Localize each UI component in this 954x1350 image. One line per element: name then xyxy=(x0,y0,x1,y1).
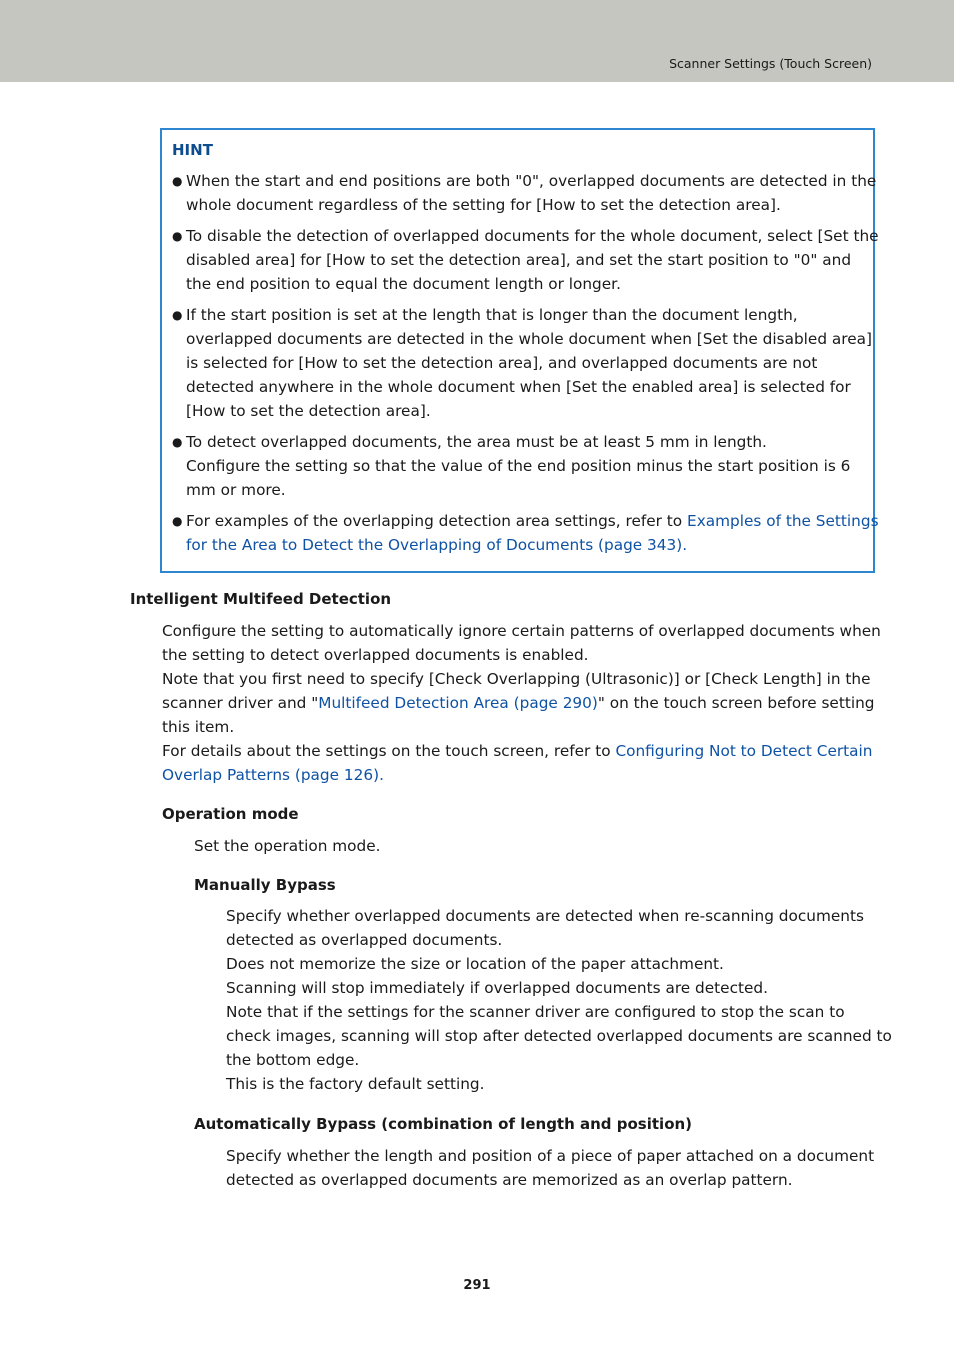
body-line: This is the factory default setting. xyxy=(226,1075,485,1093)
auto-bypass-body xyxy=(226,1144,874,1192)
hint-line: When the start and end positions are both "0", overlapped documents are detected in the xyxy=(186,172,877,190)
manually-bypass-body xyxy=(226,904,892,1096)
bullet-icon: ● xyxy=(172,435,183,449)
body-line: Note that if the settings for the scanner driver are configured to stop the scan to xyxy=(226,1003,845,1021)
hint-line: To disable the detection of overlapped documents for the whole document, select [Set the xyxy=(186,227,879,245)
hint-text: For examples of the overlapping detection area settings, refer to xyxy=(186,512,688,530)
link-examples-settings-cont[interactable]: for the Area to Detect the Overlapping of Documents (page 343) xyxy=(186,536,683,554)
body-line: Note that you first need to specify [Check Overlapping (Ultrasonic)] or [Check Length] in the xyxy=(162,670,871,688)
auto-bypass-title: Automatically Bypass (combination of length and position) xyxy=(194,1115,693,1133)
hint-line: mm or more. xyxy=(186,481,286,499)
bullet-icon: ● xyxy=(172,308,183,322)
hint-line: overlapped documents are detected in the whole document when [Set the disabled area] xyxy=(186,330,872,348)
link-examples-settings[interactable]: Examples of the Settings xyxy=(687,512,879,530)
bullet-icon: ● xyxy=(172,229,183,243)
hint-line xyxy=(186,533,866,557)
link-period: . xyxy=(682,536,688,554)
hint-item xyxy=(172,430,866,502)
body-line: detected as overlapped documents are memorized as an overlap pattern. xyxy=(226,1171,793,1189)
hint-line: disabled area] for [How to set the detection area], and set the start position to "0" and xyxy=(186,251,852,269)
link-period: . xyxy=(379,766,384,784)
body-line: Scanning will stop immediately if overlapped documents are detected. xyxy=(226,979,768,997)
operation-mode-title: Operation mode xyxy=(162,805,299,823)
hint-item xyxy=(172,169,877,217)
hint-line: To detect overlapped documents, the area must be at least 5 mm in length. xyxy=(186,433,767,451)
manually-bypass-title: Manually Bypass xyxy=(194,876,336,894)
body-line: the setting to detect overlapped documents is enabled. xyxy=(162,646,589,664)
hint-line xyxy=(186,509,879,533)
page-number: 291 xyxy=(463,1278,491,1293)
hint-label: HINT xyxy=(172,141,213,159)
body-line xyxy=(162,739,881,763)
section-body xyxy=(162,619,881,787)
body-line xyxy=(162,763,881,787)
bullet-icon: ● xyxy=(172,174,183,188)
hint-line: whole document regardless of the setting for [How to set the detection area]. xyxy=(186,196,781,214)
hint-item xyxy=(172,303,872,423)
hint-line: is selected for [How to set the detection area], and overlapped documents are not xyxy=(186,354,818,372)
link-multifeed-area[interactable]: Multifeed Detection Area (page 290) xyxy=(318,694,598,712)
hint-item xyxy=(172,509,879,557)
bullet-icon: ● xyxy=(172,514,183,528)
body-line: Specify whether the length and position of a piece of paper attached on a document xyxy=(226,1147,875,1165)
body-line: Specify whether overlapped documents are detected when re-scanning documents xyxy=(226,907,864,925)
hint-list xyxy=(172,169,879,564)
hint-box xyxy=(160,128,879,573)
body-line xyxy=(162,691,881,715)
link-configuring-overlap-cont[interactable]: Overlap Patterns (page 126) xyxy=(162,766,380,784)
body-text: For details about the settings on the touch screen, refer to xyxy=(162,742,616,760)
body-line: Does not memorize the size or location of the paper attachment. xyxy=(226,955,724,973)
hint-line: the end position to equal the document length or longer. xyxy=(186,275,621,293)
hint-line: Configure the setting so that the value of the end position minus the start position is 6 xyxy=(186,457,851,475)
body-line: the bottom edge. xyxy=(226,1051,360,1069)
hint-line: detected anywhere in the whole document when [Set the enabled area] is selected for xyxy=(186,378,851,396)
body-line: this item. xyxy=(162,718,235,736)
link-configuring-overlap[interactable]: Configuring Not to Detect Certain xyxy=(615,742,873,760)
operation-mode-desc: Set the operation mode. xyxy=(194,837,381,855)
body-line: Configure the setting to automatically ignore certain patterns of overlapped documents when xyxy=(162,622,881,640)
hint-line: [How to set the detection area]. xyxy=(186,402,431,420)
body-text: scanner driver and " xyxy=(162,694,319,712)
hint-item xyxy=(172,224,879,296)
body-text: " on the touch screen before setting xyxy=(597,694,875,712)
page-header xyxy=(0,0,954,82)
body-line: check images, scanning will stop after detected overlapped documents are scanned to xyxy=(226,1027,892,1045)
section-title: Intelligent Multifeed Detection xyxy=(130,590,392,608)
hint-line: If the start position is set at the length that is longer than the document length, xyxy=(186,306,798,324)
body-line: detected as overlapped documents. xyxy=(226,931,503,949)
header-title: Scanner Settings (Touch Screen) xyxy=(669,56,872,71)
